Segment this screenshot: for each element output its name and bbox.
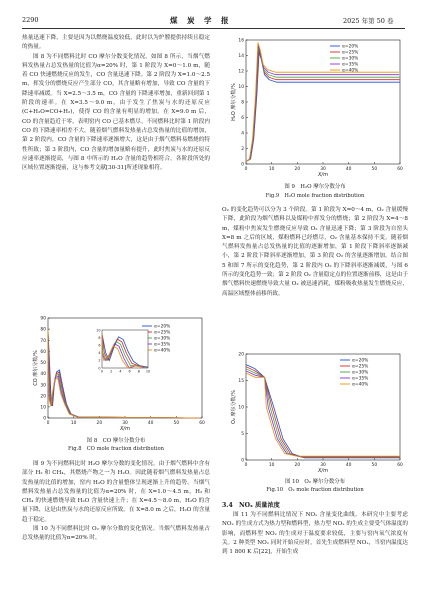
y-tick-label: 5 bbox=[241, 432, 244, 438]
y-tick-label: 80 bbox=[40, 327, 46, 333]
x-tick-label: 50 bbox=[371, 463, 378, 468]
section-text bbox=[222, 511, 408, 557]
legend-label: α=25% bbox=[342, 50, 359, 56]
x-tick-label: 0 bbox=[46, 421, 50, 426]
y-tick-label: 14 bbox=[238, 54, 244, 60]
legend-label: α=20% bbox=[154, 324, 171, 330]
y-tick-label: 10 bbox=[238, 85, 244, 91]
h2o-series-line bbox=[246, 45, 399, 162]
legend-label: α=35% bbox=[342, 62, 359, 68]
paragraph: 图 11 为不同燃料比情况下 NOₓ 含量变化曲线。本研究中主要考虑 NOₓ 的生成方式为热力型和燃料型，热力型 NOₓ 的生成主要受气体温度的影响，而燃料型 NOₓ 的生成对于温度要求较低，主要与窑内氧气浓度有关。2 种类型 NOₓ 同时开始反应时，首先生成燃料型 NOₓ，当窑内温度达到 1 800 K 后[22]，开始生成 bbox=[222, 512, 408, 556]
x-axis-label: X/m bbox=[120, 426, 130, 432]
figure-9 bbox=[222, 34, 408, 182]
y-axis-label: O₂ 摩尔分数/% bbox=[231, 390, 237, 424]
paragraph: 图 10 为不同燃料比时 O₂ 摩尔分数的变化情况。当烟气燃料发热量占总发热量的比值为α=20% 时， bbox=[22, 526, 210, 542]
inset-y-tick-label: 6 bbox=[98, 343, 101, 348]
x-axis-label: X/m bbox=[318, 172, 328, 178]
header-rule bbox=[22, 28, 405, 29]
inset-y-tick-label: 8 bbox=[98, 335, 101, 340]
x-tick-label: 30 bbox=[320, 463, 326, 468]
y-tick-label: 10 bbox=[40, 405, 46, 411]
legend-label: α=40% bbox=[154, 348, 171, 354]
h2o-series-line bbox=[246, 52, 400, 161]
h2o-series-line bbox=[246, 50, 400, 162]
y-tick-label: 10 bbox=[238, 405, 244, 411]
x-tick-label: 10 bbox=[268, 463, 275, 468]
figure-8 bbox=[22, 312, 210, 436]
legend-label: α=30% bbox=[352, 370, 369, 376]
section-heading: 3.4 NOₓ 质量浓度 bbox=[222, 502, 280, 509]
x-tick-label: 20 bbox=[294, 167, 301, 172]
legend-label: α=25% bbox=[352, 364, 369, 370]
y-tick-label: 50 bbox=[40, 361, 46, 367]
figure-10 bbox=[222, 348, 408, 478]
legend-label: α=25% bbox=[154, 330, 171, 336]
x-tick-label: 40 bbox=[345, 167, 352, 172]
legend-label: α=40% bbox=[352, 382, 369, 388]
y-tick-label: 16 bbox=[238, 38, 244, 44]
x-tick-label: 0 bbox=[244, 463, 248, 468]
fig8-caption-cn: 图 8 CO 摩尔分数分布 bbox=[86, 438, 146, 444]
h2o-series-line bbox=[246, 43, 399, 162]
plot-frame bbox=[246, 354, 400, 460]
y-axis-label: H₂O 摩尔分数/% bbox=[231, 83, 237, 121]
y-tick-label: 70 bbox=[40, 338, 46, 344]
x-tick-label: 10 bbox=[268, 167, 275, 172]
x-axis-label: X/m bbox=[318, 468, 328, 474]
x-tick-label: 30 bbox=[320, 167, 326, 172]
y-tick-label: 8 bbox=[241, 100, 244, 106]
inset-x-tick-label: 2 bbox=[110, 369, 113, 374]
paragraph: 图 8 为不同燃料比时 CO 摩尔分数变化情况。如图 8 所示，当烟气燃料发热量占总发热量的比值为α=20% 时，第 1 阶段为 X=0～1.0 m，随着 CO 快速燃烧反应的发生，CO 含量迅速下降。第 2 阶段为 X=1.0～2.5 m，挥发分的燃烧反应产生部分 CO，其含量略有增加，导致 CO 含量的下降速率减缓。当 X=2.5～3.5 m，CO 含量的下降速率增加，重新回到第 1 阶段的速率。在 X=3.5～9.0 m，由于发生了焦炭与水的还原反应 (C+H₂O=CO+H₂)，使得 CO 的含量有明显的增加。在 X=9.0 m 后，CO 的含量趋近于零，表明窑内 CO 已基本燃尽。不同燃料比时第 1 阶段内 CO 的下降速率相差不大。随着烟气燃料发热量占总发热量的比值的增加，第 2 阶段内，CO 含量的下降速率逐渐增大，这是由于烟气燃料易燃烧的特性所致；第 3 阶段内，CO 含量的增加量略有提升，此时焦炭与水的还原反应速率逐渐提高，与图 8 中所示的 H₂O 含量的趋势相符合。各阶段所处的区域位置逐渐提前，这与参考文献[30-31]所述现象相符。 bbox=[22, 53, 210, 172]
fig9-caption-en: Fig.9 H₂O mole fraction distribution bbox=[265, 193, 365, 199]
y-tick-label: 20 bbox=[238, 352, 244, 358]
inset-y-tick-label: 4 bbox=[98, 351, 101, 356]
page-number: 2290 bbox=[22, 16, 39, 24]
left-bottom-text bbox=[22, 460, 210, 544]
o2-chart bbox=[222, 348, 408, 478]
y-tick-label: 12 bbox=[238, 69, 244, 75]
left-text-block bbox=[22, 34, 210, 173]
o2-series-line bbox=[246, 367, 400, 458]
legend-label: α=35% bbox=[154, 342, 171, 348]
fig9-caption-cn: 图 9 H₂O 摩尔分数分布 bbox=[284, 184, 346, 190]
x-tick-label: 20 bbox=[96, 421, 103, 426]
y-tick-label: 0 bbox=[241, 458, 244, 464]
y-tick-label: 15 bbox=[238, 379, 244, 385]
y-tick-label: 20 bbox=[40, 394, 46, 400]
y-axis-label: CO 摩尔分数/% bbox=[33, 350, 39, 386]
y-tick-label: 0 bbox=[241, 162, 244, 168]
x-tick-label: 30 bbox=[122, 421, 128, 426]
legend-label: α=20% bbox=[352, 358, 369, 364]
co-chart bbox=[22, 312, 210, 436]
legend-label: α=30% bbox=[154, 336, 171, 342]
y-tick-label: 2 bbox=[241, 147, 244, 153]
inset-x-tick-label: 6 bbox=[128, 369, 131, 374]
h2o-series-line bbox=[246, 47, 399, 161]
o2-series-line bbox=[246, 369, 400, 457]
inset-x-tick-label: 10 bbox=[145, 369, 151, 374]
x-tick-label: 60 bbox=[397, 463, 403, 468]
x-tick-label: 0 bbox=[244, 167, 248, 172]
journal-name: 煤 炭 学 报 bbox=[170, 16, 230, 25]
inset-y-tick-label: 2 bbox=[98, 358, 101, 363]
h2o-chart bbox=[222, 34, 408, 182]
legend-label: α=40% bbox=[342, 68, 359, 74]
inset-y-tick-label: 10 bbox=[96, 328, 101, 333]
x-tick-label: 60 bbox=[199, 421, 205, 426]
x-tick-label: 40 bbox=[147, 421, 154, 426]
y-tick-label: 4 bbox=[241, 131, 244, 137]
plot-frame bbox=[246, 40, 400, 164]
issue-info: 2025 年第 50 卷 bbox=[343, 17, 394, 25]
o2-series-line bbox=[246, 373, 400, 456]
y-tick-label: 6 bbox=[241, 116, 244, 122]
y-tick-label: 30 bbox=[40, 383, 46, 389]
paragraph: 图 9 为不同燃料比时 H₂O 摩尔分数的变化情况。由于烟气燃料中含有部分 H₂ 和 CH₄，其燃烧产物之一为 H₂O。因此随着烟气燃料发热量占总发热量的比值的增加，窑内 H₂O 的含量整体呈现逐渐上升的趋势。当烟气燃料发热量占总发热量的比值为α=20% 时，在 X=1.0～4.5 m，H₂ 和 CH₄ 的快速燃烧导致 H₂O 含量快速上升；在 X=4.5～8.0 m，H₂O 的含量下降，这是由焦炭与水的还原反应所致。在 X=8.0 m 之后，H₂O 的含量趋于稳定。 bbox=[22, 461, 210, 523]
inset-x-tick-label: 4 bbox=[119, 369, 122, 374]
legend-label: α=30% bbox=[342, 56, 359, 62]
inset-y-tick-label: 0 bbox=[98, 366, 101, 371]
y-tick-label: 90 bbox=[40, 316, 46, 322]
legend-label: α=20% bbox=[342, 44, 359, 50]
o2-series-line bbox=[246, 371, 400, 457]
fig10-caption-cn: 图 10 O₂ 摩尔分数分布 bbox=[285, 479, 345, 485]
inset-x-tick-label: 8 bbox=[137, 369, 140, 374]
y-tick-label: 40 bbox=[40, 372, 46, 378]
y-tick-label: 0 bbox=[43, 416, 46, 422]
x-tick-label: 40 bbox=[345, 463, 352, 468]
y-tick-label: 60 bbox=[40, 349, 46, 355]
legend-label: α=35% bbox=[352, 376, 369, 382]
x-tick-label: 50 bbox=[371, 167, 378, 172]
x-tick-label: 50 bbox=[173, 421, 180, 426]
fig10-caption-en: Fig.10 O₂ mole fraction distribution bbox=[266, 487, 364, 493]
x-tick-label: 60 bbox=[397, 167, 403, 172]
paragraph: O₂ 的变化趋势可以分为 3 个阶段。第 1 阶段为 X=0～4 m，O₂ 含量缓慢下降，此阶段为烟气燃料以及煤粉中挥发分的燃烧；第 2 阶段为 X=4～8 m，煤粉中焦炭发生燃烧反应导致 O₂ 含量迅速下降；第 3 阶段为自窑头 X=8 m 之后的区域，煤粉燃料已经燃尽，O₂ 含量基本保持不变。随着烟气燃料发热量占总发热量的比值的逐渐增加，第 1 阶段下降斜率逐渐减小，第 2 阶段下降斜率逐渐增加，第 3 阶段 O₂ 的含量逐渐增加。结合图 5 和图 7 所示的变化趋势，第 2 阶段内 O₂ 的下降斜率逐渐减缓，与图 6 所示的变化趋势一致；第 2 阶段 O₂ 含量稳定点的位置逐渐前移，这是由于烟气燃料快速燃烧导致大量 O₂ 被迅速消耗，煤粉吸收热量发生燃烧反应，高温区域整体前移所致。 bbox=[222, 207, 408, 297]
right-text-block bbox=[222, 206, 408, 299]
fig8-caption-en: Fig.8 CO mole fraction distribution bbox=[68, 446, 164, 452]
x-tick-label: 10 bbox=[70, 421, 77, 426]
paragraph: 热量迅速下降，主要是因为以燃烧温度较低，此时以为炉膛提供持续且稳定的热量。 bbox=[22, 35, 210, 51]
inset-x-tick-label: 0 bbox=[100, 369, 104, 374]
x-tick-label: 20 bbox=[294, 463, 301, 468]
